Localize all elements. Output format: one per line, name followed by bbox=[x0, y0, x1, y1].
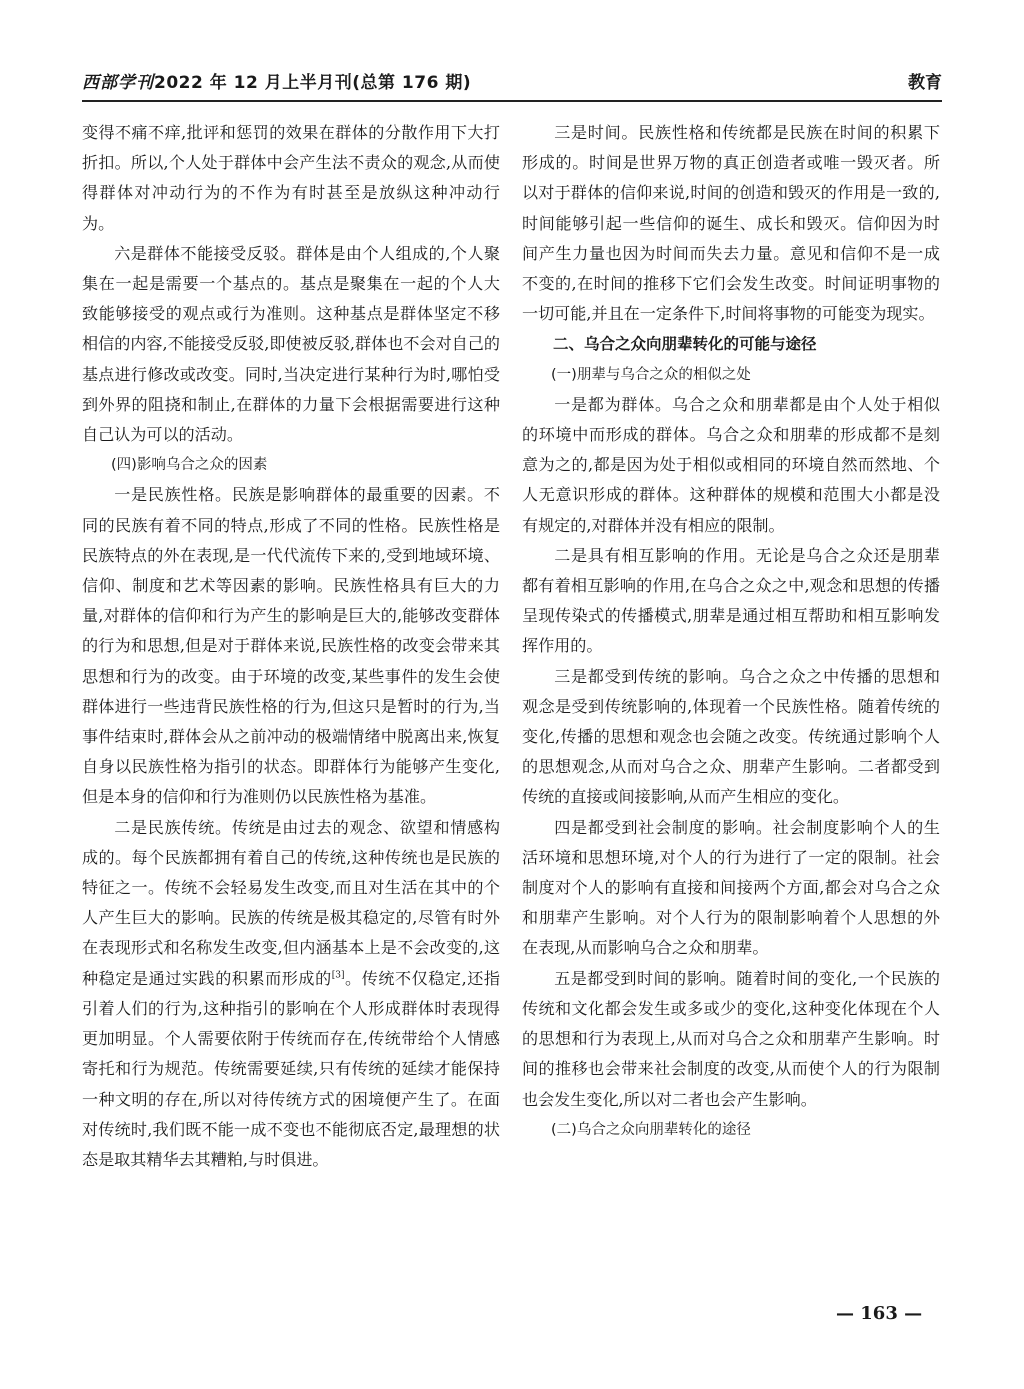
paragraph: 二是具有相互影响的作用。无论是乌合之众还是朋辈都有着相互影响的作用,在乌合之众之中,观念和思想的传播呈现传染式的传播模式,朋辈是通过相互帮助和相互影响发挥作用的。 bbox=[522, 545, 940, 656]
page-number: — 163 — bbox=[836, 1303, 923, 1324]
paragraph: 一是民族性格。民族是影响群体的最重要的因素。不同的民族有着不同的特点,形成了不同的性格。民族性格是民族特点的外在表现,是一代代流传下来的,受到地域环境、信仰、制度和艺术等因素的影响。民族性格具有巨大的力量,对群体的信仰和行为产生的影响是巨大的,能够改变群体的行为和思想,但是对于群体来说,民族性格的改变会带来其思想和行为的改变。由于环境的改变,某些事件的发生会使群体进行一些违背民族性格的行为,但这只是暂时的行为,当事件结束时,群体会从之前冲动的极端情绪中脱离出来,恢复自身以民族性格为指引的状态。即群体行为能够产生变化,但是本身的信仰和行为准则仍以民族性格为基准。 bbox=[82, 485, 500, 807]
paragraph: 六是群体不能接受反驳。群体是由个人组成的,个人聚集在一起是需要一个基点的。基点是聚集在一起的个人大致能够接受的观点或行为准则。这种基点是群体坚定不移相信的内容,不能接受反驳,即使被反驳,群体也不会对自己的基点进行修改或改变。同时,当决定进行某种行为时,哪怕受到外界的阻挠和制止,在群体的力量下会根据需要进行这种自己认为可以的活动。 bbox=[82, 243, 500, 445]
header-rule bbox=[82, 100, 942, 102]
paragraph: 三是时间。民族性格和传统都是民族在时间的积累下形成的。时间是世界万物的真正创造者或唯一毁灭者。所以对于群体的信仰来说,时间的创造和毁灭的作用是一致的,时间能够引起一些信仰的诞生、成长和毁灭。信仰因为时间产生力量也因为时间而失去力量。意见和信仰不是一成不变的,在时间的推移下它们会发生改变。时间证明事物的一切可能,并且在一定条件下,时间将事物的可能变为现实。 bbox=[522, 123, 940, 324]
subsection-heading: (四)影响乌合之众的因素 bbox=[111, 457, 268, 474]
issue-info: 2022 年 12 月上半月刊(总第 176 期) bbox=[154, 73, 472, 93]
paragraph: 三是都受到传统的影响。乌合之众之中传播的思想和观念是受到传统影响的,体现着一个民族性格。随着传统的变化,传播的思想和观念也会随之改变。传统通过影响个人的思想观念,从而对乌合之众、朋辈产生影响。二者都受到传统的直接或间接影响,从而产生相应的变化。 bbox=[522, 666, 940, 807]
paragraph-text: 。传统不仅稳定,还指引着人们的行为,这种指引的影响在个人形成群体时表现得更加明显。个人需要依附于传统而存在,传统带给个人情感寄托和行为规范。传统需要延续,只有传统的延续才能保持一种文明的存在,所以对待传统方式的困境便产生了。在面对传统时,我们既不能一成不变也不能彻底否定,最理想的状态是取其精华去其糟粕,与时俱进。 bbox=[82, 968, 500, 1169]
running-header bbox=[82, 62, 942, 102]
citation-ref: [3] bbox=[331, 970, 345, 981]
paragraph: 变得不痛不痒,批评和惩罚的效果在群体的分散作用下大打折扣。所以,个人处于群体中会产生法不责众的观念,从而使得群体对冲动行为的不作为有时甚至是放纵这种冲动行为。 bbox=[82, 123, 500, 233]
section-label: 教育 bbox=[908, 73, 942, 93]
subsection-heading: (一)朋辈与乌合之众的相似之处 bbox=[551, 366, 751, 383]
paragraph: 一是都为群体。乌合之众和朋辈都是由个人处于相似的环境中而形成的群体。乌合之众和朋辈的形成都不是刻意为之的,都是因为处于相似或相同的环境自然而然地、个人无意识形成的群体。这种群体的规模和范围大小都是没有规定的,对群体并没有相应的限制。 bbox=[522, 394, 940, 535]
paragraph: 四是都受到社会制度的影响。社会制度影响个人的生活环境和思想环境,对个人的行为进行了一定的限制。社会制度对个人的影响有直接和间接两个方面,都会对乌合之众和朋辈产生影响。对个人行为的限制影响着个人思想的外在表现,从而影响乌合之众和朋辈。 bbox=[522, 817, 940, 958]
subsection-heading: (二)乌合之众向朋辈转化的途径 bbox=[551, 1121, 751, 1138]
journal-issue-line bbox=[82, 68, 471, 93]
section-heading: 二、乌合之众向朋辈转化的可能与途径 bbox=[553, 335, 817, 354]
paragraph bbox=[82, 813, 500, 1175]
journal-name: 西部学刊 bbox=[82, 73, 154, 93]
paragraph-text: 二是民族传统。传统是由过去的观念、欲望和情感构成的。每个民族都拥有着自己的传统,这种传统也是民族的特征之一。传统不会轻易发生改变,而且对生活在其中的个人产生巨大的影响。民族的传统是极其稳定的,尽管有时外在表现形式和名称发生改变,但内涵基本上是不会改变的,这种稳定是通过实践的积累而形成的 bbox=[82, 817, 500, 988]
paragraph: 五是都受到时间的影响。随着时间的变化,一个民族的传统和文化都会发生或多或少的变化,这种变化体现在个人的思想和行为表现上,从而对乌合之众和朋辈产生影响。时间的推移也会带来社会制度的改变,从而使个人的行为限制也会发生变化,所以对二者也会产生影响。 bbox=[522, 968, 940, 1109]
right-column bbox=[522, 118, 940, 1145]
left-column bbox=[82, 118, 500, 1175]
